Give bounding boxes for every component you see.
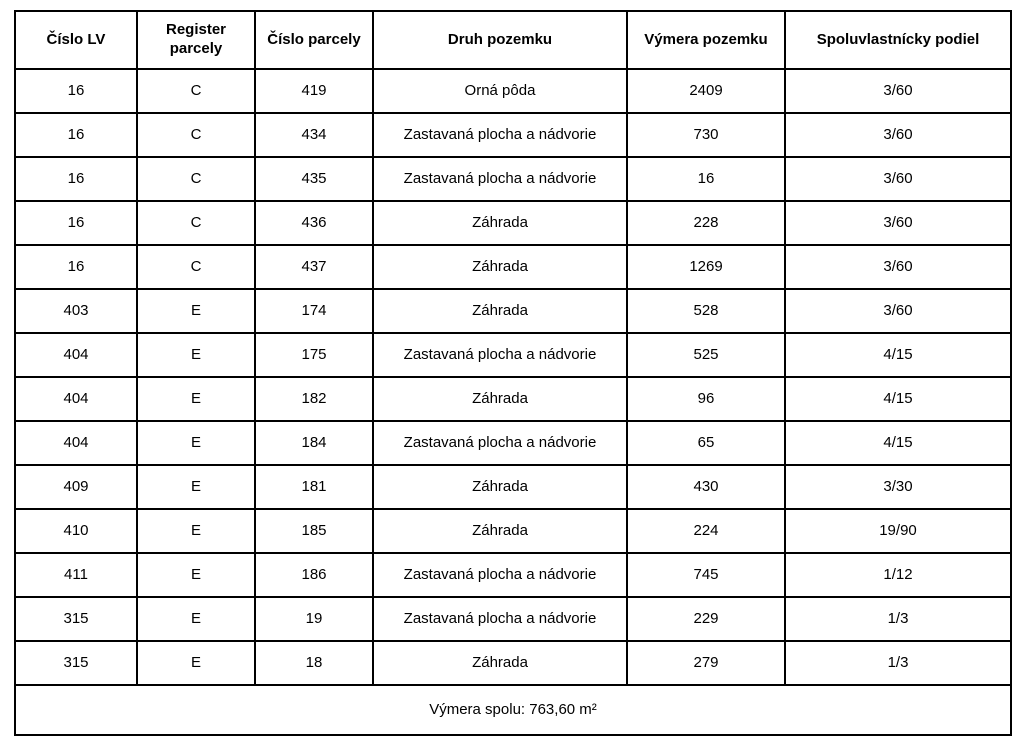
table-row — [15, 509, 1011, 553]
cell-druh-pozemku: Zastavaná plocha a nádvorie — [373, 333, 627, 377]
cell-cislo-lv: 16 — [15, 69, 137, 113]
cell-cislo-lv: 403 — [15, 289, 137, 333]
table-row — [15, 421, 1011, 465]
cell-vymera: 229 — [627, 597, 785, 641]
cell-vymera: 228 — [627, 201, 785, 245]
cell-podiel: 1/3 — [785, 597, 1011, 641]
cell-cislo-lv: 315 — [15, 641, 137, 685]
cell-vymera: 745 — [627, 553, 785, 597]
cell-cislo-parcely: 19 — [255, 597, 373, 641]
cell-cislo-lv: 315 — [15, 597, 137, 641]
cell-cislo-lv: 404 — [15, 333, 137, 377]
cell-podiel: 3/60 — [785, 201, 1011, 245]
cell-vymera: 525 — [627, 333, 785, 377]
cell-cislo-lv: 16 — [15, 113, 137, 157]
cell-register: C — [137, 201, 255, 245]
table-row — [15, 333, 1011, 377]
cell-cislo-lv: 410 — [15, 509, 137, 553]
cell-druh-pozemku: Zastavaná plocha a nádvorie — [373, 553, 627, 597]
table-header-row — [15, 11, 1011, 69]
table-row — [15, 245, 1011, 289]
cell-podiel: 3/60 — [785, 245, 1011, 289]
cell-cislo-lv: 404 — [15, 377, 137, 421]
cell-register: E — [137, 597, 255, 641]
column-header-register: Register parcely — [137, 11, 255, 69]
cell-register: C — [137, 157, 255, 201]
column-header-podiel: Spoluvlastnícky podiel — [785, 11, 1011, 69]
cell-vymera: 65 — [627, 421, 785, 465]
cell-register: E — [137, 465, 255, 509]
cell-druh-pozemku: Zastavaná plocha a nádvorie — [373, 597, 627, 641]
cell-podiel: 1/12 — [785, 553, 1011, 597]
cell-cislo-lv: 404 — [15, 421, 137, 465]
table-row — [15, 289, 1011, 333]
cell-register: C — [137, 113, 255, 157]
cell-vymera: 730 — [627, 113, 785, 157]
column-header-druh-pozemku: Druh pozemku — [373, 11, 627, 69]
cell-cislo-parcely: 186 — [255, 553, 373, 597]
cell-cislo-lv: 16 — [15, 201, 137, 245]
column-header-vymera: Výmera pozemku — [627, 11, 785, 69]
table-row — [15, 553, 1011, 597]
cell-register: E — [137, 641, 255, 685]
cell-cislo-parcely: 184 — [255, 421, 373, 465]
cell-podiel: 3/60 — [785, 113, 1011, 157]
cell-druh-pozemku: Záhrada — [373, 201, 627, 245]
cell-cislo-parcely: 185 — [255, 509, 373, 553]
cell-vymera: 224 — [627, 509, 785, 553]
cell-podiel: 19/90 — [785, 509, 1011, 553]
cell-druh-pozemku: Zastavaná plocha a nádvorie — [373, 157, 627, 201]
cell-vymera: 16 — [627, 157, 785, 201]
cell-podiel: 4/15 — [785, 333, 1011, 377]
cell-cislo-lv: 411 — [15, 553, 137, 597]
cell-cislo-lv: 16 — [15, 245, 137, 289]
total-area-label: Výmera spolu: 763,60 m² — [15, 685, 1011, 735]
cell-cislo-parcely: 181 — [255, 465, 373, 509]
table-row — [15, 201, 1011, 245]
cell-register: C — [137, 245, 255, 289]
table-row — [15, 377, 1011, 421]
cell-podiel: 4/15 — [785, 421, 1011, 465]
cell-cislo-parcely: 435 — [255, 157, 373, 201]
cell-podiel: 3/60 — [785, 157, 1011, 201]
cell-register: E — [137, 333, 255, 377]
table-row — [15, 465, 1011, 509]
cell-cislo-parcely: 175 — [255, 333, 373, 377]
cell-vymera: 279 — [627, 641, 785, 685]
cell-vymera: 528 — [627, 289, 785, 333]
cell-register: E — [137, 377, 255, 421]
table-row — [15, 641, 1011, 685]
cell-druh-pozemku: Záhrada — [373, 509, 627, 553]
cell-podiel: 3/60 — [785, 289, 1011, 333]
table-footer-row — [15, 685, 1011, 735]
cell-podiel: 3/30 — [785, 465, 1011, 509]
cell-druh-pozemku: Záhrada — [373, 465, 627, 509]
table-row — [15, 597, 1011, 641]
cell-druh-pozemku: Zastavaná plocha a nádvorie — [373, 113, 627, 157]
cell-register: E — [137, 553, 255, 597]
cell-cislo-parcely: 419 — [255, 69, 373, 113]
cell-vymera: 2409 — [627, 69, 785, 113]
cell-cislo-parcely: 18 — [255, 641, 373, 685]
cell-cislo-parcely: 436 — [255, 201, 373, 245]
cell-vymera: 96 — [627, 377, 785, 421]
cell-cislo-lv: 16 — [15, 157, 137, 201]
cell-podiel: 3/60 — [785, 69, 1011, 113]
cell-druh-pozemku: Zastavaná plocha a nádvorie — [373, 421, 627, 465]
cell-podiel: 4/15 — [785, 377, 1011, 421]
cell-register: E — [137, 289, 255, 333]
table-row — [15, 113, 1011, 157]
cell-podiel: 1/3 — [785, 641, 1011, 685]
cell-register: E — [137, 421, 255, 465]
cell-druh-pozemku: Orná pôda — [373, 69, 627, 113]
table-row — [15, 157, 1011, 201]
cell-druh-pozemku: Záhrada — [373, 289, 627, 333]
cell-cislo-parcely: 434 — [255, 113, 373, 157]
cell-register: E — [137, 509, 255, 553]
cell-cislo-parcely: 174 — [255, 289, 373, 333]
cell-druh-pozemku: Záhrada — [373, 641, 627, 685]
cell-druh-pozemku: Záhrada — [373, 245, 627, 289]
parcel-table — [14, 10, 1012, 736]
table-footer — [15, 685, 1011, 735]
cell-register: C — [137, 69, 255, 113]
table-header — [15, 11, 1011, 69]
cell-cislo-lv: 409 — [15, 465, 137, 509]
table-body — [15, 69, 1011, 685]
column-header-cislo-lv: Číslo LV — [15, 11, 137, 69]
cell-vymera: 430 — [627, 465, 785, 509]
cell-druh-pozemku: Záhrada — [373, 377, 627, 421]
cell-vymera: 1269 — [627, 245, 785, 289]
table-row — [15, 69, 1011, 113]
cell-cislo-parcely: 437 — [255, 245, 373, 289]
column-header-cislo-parcely: Číslo parcely — [255, 11, 373, 69]
cell-cislo-parcely: 182 — [255, 377, 373, 421]
